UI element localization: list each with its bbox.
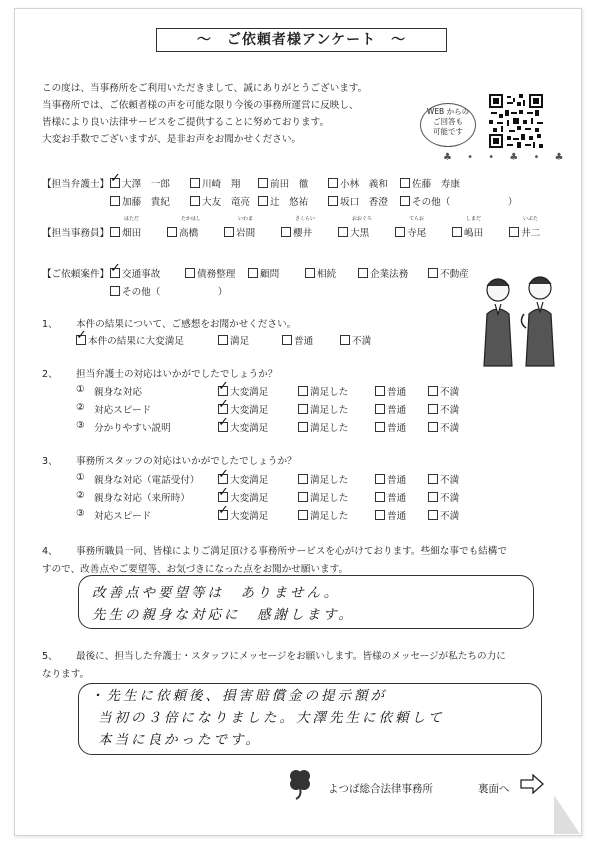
staff-option[interactable]: [224, 225, 255, 239]
q2-scale-option[interactable]: [375, 402, 406, 416]
q3-scale-option[interactable]: [218, 472, 268, 486]
lawyer-option-label: 川崎 翔: [202, 179, 241, 190]
checkbox[interactable]: [218, 386, 228, 396]
staff-option-label: 高橋: [179, 228, 199, 239]
checkbox[interactable]: [218, 335, 228, 345]
checkbox[interactable]: [428, 492, 438, 502]
firm-name: よつば総合法律事務所: [328, 783, 433, 795]
lawyers-label: 【担当弁護士】: [42, 179, 110, 190]
checkbox[interactable]: [185, 268, 195, 278]
checkbox[interactable]: [110, 286, 120, 296]
staff-ruby: さくらい: [295, 216, 316, 222]
case-option-label: 顧問: [260, 269, 280, 280]
q2-item-label: 親身な対応: [94, 387, 142, 398]
q1-option[interactable]: [218, 333, 249, 347]
checkbox[interactable]: [248, 268, 258, 278]
q2-scale-option[interactable]: [218, 420, 268, 434]
checkbox[interactable]: [224, 227, 234, 237]
checkbox[interactable]: [428, 404, 438, 414]
lawyer-option-label: 前田 徹: [270, 179, 309, 190]
q2-item-number: ②: [76, 402, 85, 413]
qr-code-icon[interactable]: [489, 94, 543, 148]
checkbox[interactable]: [218, 510, 228, 520]
checkbox[interactable]: [375, 510, 385, 520]
lawyer-option-label: 大澤 一郎: [122, 179, 170, 190]
q2-scale-option-label: 満足した: [310, 387, 349, 398]
q3-item-label: 対応スピード: [94, 511, 152, 522]
checkbox[interactable]: [110, 227, 120, 237]
case-option[interactable]: [428, 266, 469, 280]
q3-scale-option-label: 満足した: [310, 493, 349, 504]
back-page-label: 裏面へ: [478, 783, 510, 795]
checkbox[interactable]: [167, 227, 177, 237]
q3-scale-option-label: 大変満足: [230, 475, 269, 486]
checkbox[interactable]: [298, 386, 308, 396]
q2-scale-option[interactable]: [218, 384, 268, 398]
lawyer-option-label: 佐藤 寿康: [412, 179, 460, 190]
q3-item-number: ②: [76, 490, 85, 501]
staff-ruby: いわま: [238, 216, 254, 222]
q2-scale-option-label: 普通: [387, 405, 407, 416]
checkbox[interactable]: [375, 404, 385, 414]
checkbox[interactable]: [428, 268, 438, 278]
q2-item-label: 分かりやすい説明: [94, 423, 171, 434]
cases-label: 【ご依頼案件】: [42, 269, 110, 280]
q2-scale-option-label: 大変満足: [230, 387, 269, 398]
q4-text-line: すので、改善点やご要望等、お気づきになった点をお聞かせ願います。: [42, 564, 349, 575]
checkbox[interactable]: [258, 196, 268, 206]
staff-option-label: 寺尾: [407, 228, 427, 239]
q3-scale-option-label: 不満: [440, 511, 460, 522]
checkbox[interactable]: [375, 386, 385, 396]
q2-scale-option[interactable]: [428, 420, 459, 434]
checkbox[interactable]: [281, 227, 291, 237]
staff-option-label: 岩間: [236, 228, 256, 239]
q2-item-number: ③: [76, 420, 85, 431]
checkbox[interactable]: [298, 404, 308, 414]
q2-scale-option-label: 普通: [387, 423, 407, 434]
checkbox[interactable]: [328, 178, 338, 188]
case-option[interactable]: [248, 266, 279, 280]
staff-option[interactable]: [167, 225, 198, 239]
q3-scale-option[interactable]: [298, 490, 348, 504]
intro-line: 当事務所では、ご依頼者様の声を可能な限り今後の事務所運営に反映し、: [42, 100, 359, 111]
q1-option-label: 普通: [294, 336, 314, 347]
lawyer-option[interactable]: [110, 176, 170, 190]
staff-option-label: 畑田: [122, 228, 142, 239]
q3-item-label: 親身な対応（電話受付）: [94, 475, 200, 486]
q3-text: 事務所スタッフの対応はいかがでしたでしょうか？: [76, 456, 297, 467]
staff-label: 【担当事務員】: [42, 228, 110, 239]
lawyer-option-label: 加藤 貴紀: [122, 197, 170, 208]
staff-option[interactable]: [281, 225, 312, 239]
lawyer-option[interactable]: [328, 194, 388, 208]
q1-number: 1、: [42, 319, 58, 330]
lawyer-option[interactable]: [258, 194, 308, 208]
checkbox[interactable]: [358, 268, 368, 278]
q4-answer-line: 改善点や要望等は ありません。: [92, 585, 341, 601]
q3-item-number: ③: [76, 508, 85, 519]
q3-scale-option-label: 不満: [440, 493, 460, 504]
case-option-label: 相続: [317, 269, 337, 280]
staff-ruby: いぶた: [523, 216, 539, 222]
q2-scale-option-label: 大変満足: [230, 423, 269, 434]
checkbox[interactable]: [298, 492, 308, 502]
checkbox[interactable]: [375, 474, 385, 484]
q5-answer-line: ・先生に依頼後、損害賠償金の提示額が: [90, 688, 387, 704]
staff-option[interactable]: [338, 225, 369, 239]
q2-scale-option-label: 普通: [387, 387, 407, 398]
lawyer-option[interactable]: [190, 194, 250, 208]
lawyer-option-label: 大友 竜亮: [202, 197, 250, 208]
q2-scale-option-label: 満足した: [310, 423, 349, 434]
case-option[interactable]: [110, 284, 228, 298]
case-option-label: 交通事故: [122, 269, 161, 280]
case-option-label: 不動産: [440, 269, 469, 280]
checkbox[interactable]: [338, 227, 348, 237]
checkbox[interactable]: [298, 510, 308, 520]
q2-item-label: 対応スピード: [94, 405, 152, 416]
q2-item-number: ①: [76, 384, 85, 395]
q4-number: 4、: [42, 546, 58, 557]
q3-scale-option[interactable]: [298, 508, 348, 522]
q2-scale-option-label: 満足した: [310, 405, 349, 416]
lawyer-option-label: 辻 悠祐: [270, 197, 309, 208]
q3-scale-option[interactable]: [428, 490, 459, 504]
staff-option[interactable]: [110, 225, 141, 239]
q3-scale-option-label: 大変満足: [230, 493, 269, 504]
staff-ruby: しまだ: [466, 216, 482, 222]
intro-line: 皆様により良い法律サービスをご提供することに努めております。: [42, 117, 330, 128]
q3-scale-option[interactable]: [375, 490, 406, 504]
checkbox[interactable]: [395, 227, 405, 237]
checkbox[interactable]: [400, 178, 410, 188]
q4-text-line: 事務所職員一同、皆様によりご満足頂ける事務所サービスを心がけております。些細な事でも結構で: [76, 546, 507, 557]
q5-text-line: 最後に、担当した弁護士・スタッフにメッセージをお願いします。皆様のメッセージが私たちの力に: [76, 651, 506, 662]
q2-scale-option-label: 大変満足: [230, 405, 269, 416]
staff-ruby: てらお: [409, 216, 425, 222]
checkbox[interactable]: [305, 268, 315, 278]
q3-scale-option-label: 満足した: [310, 511, 349, 522]
case-option-label: 企業法務: [370, 269, 409, 280]
q2-scale-option[interactable]: [428, 402, 459, 416]
staff-option-label: 大黒: [350, 228, 370, 239]
q5-answer-line: 本当に良かったです。: [98, 732, 262, 748]
checkbox[interactable]: [452, 227, 462, 237]
q1-option[interactable]: [76, 333, 184, 347]
q3-scale-option-label: 不満: [440, 475, 460, 486]
q3-scale-option-label: 大変満足: [230, 511, 269, 522]
q2-scale-option[interactable]: [298, 402, 348, 416]
case-option-label: 債務整理: [197, 269, 236, 280]
case-option[interactable]: [185, 266, 235, 280]
intro-text: [42, 80, 367, 148]
q2-scale-option[interactable]: [375, 420, 406, 434]
q3-scale-option[interactable]: [218, 508, 268, 522]
checkbox[interactable]: [428, 422, 438, 432]
staff-ruby: たかはし: [181, 216, 202, 222]
checkbox[interactable]: [428, 510, 438, 520]
q1-text: 本件の結果について、ご感想をお聞かせください。: [76, 319, 297, 330]
q2-text: 担当弁護士の対応はいかがでしたでしょうか？: [76, 369, 278, 380]
q3-number: 3、: [42, 456, 58, 467]
staff-ruby: はただ: [124, 216, 140, 222]
checkbox[interactable]: [190, 196, 200, 206]
arrow-right-icon[interactable]: [520, 774, 544, 794]
q2-scale-option[interactable]: [218, 402, 268, 416]
checkbox[interactable]: [258, 178, 268, 188]
checkbox[interactable]: [282, 335, 292, 345]
staff-ruby: おおぐろ: [352, 216, 373, 222]
q3-scale-option-label: 普通: [387, 511, 407, 522]
q3-item-label: 親身な対応（来所時）: [94, 493, 190, 504]
checkbox[interactable]: [218, 422, 228, 432]
lawyer-option-label: 小林 義和: [340, 179, 388, 190]
checkbox[interactable]: [110, 178, 120, 188]
checkbox[interactable]: [218, 492, 228, 502]
q2-scale-option[interactable]: [298, 384, 348, 398]
checkbox[interactable]: [218, 474, 228, 484]
q4-answer-line: 先生の親身な対応に 感謝します。: [92, 607, 355, 623]
q3-scale-option[interactable]: [375, 508, 406, 522]
q3-scale-option[interactable]: [298, 472, 348, 486]
page-curl: [554, 795, 580, 834]
q2-scale-option-label: 不満: [440, 387, 460, 398]
staff-option-label: 井二: [521, 228, 541, 239]
checkbox[interactable]: [400, 196, 410, 206]
checkbox[interactable]: [428, 386, 438, 396]
checkbox[interactable]: [218, 404, 228, 414]
q3-scale-option-label: 普通: [387, 475, 407, 486]
lawyer-option-label: 坂口 香澄: [340, 197, 388, 208]
case-option[interactable]: [305, 266, 336, 280]
q2-scale-option-label: 不満: [440, 405, 460, 416]
case-option[interactable]: [110, 266, 160, 280]
survey-title: ～ ご依頼者様アンケート ～: [156, 28, 447, 52]
lawyer-option[interactable]: [328, 176, 388, 190]
q3-scale-option-label: 普通: [387, 493, 407, 504]
checkbox[interactable]: [509, 227, 519, 237]
q5-answer-line: 当初の３倍になりました。大澤先生に依頼して: [98, 710, 445, 726]
intro-line: 大変お手数でございますが、是非お声をお聞かせください。: [42, 134, 302, 145]
staff-option[interactable]: [452, 225, 483, 239]
q5-number: 5、: [42, 651, 58, 662]
lawyer-option[interactable]: [400, 176, 460, 190]
checkbox[interactable]: [110, 196, 120, 206]
checkbox[interactable]: [298, 422, 308, 432]
q1-option[interactable]: [340, 333, 371, 347]
q3-scale-option[interactable]: [428, 508, 459, 522]
lawyer-option[interactable]: [258, 176, 308, 190]
checkbox[interactable]: [428, 474, 438, 484]
lawyer-option[interactable]: [400, 194, 518, 208]
intro-line: この度は、当事務所をご利用いただきまして、誠にありがとうございます。: [42, 83, 368, 94]
checkbox[interactable]: [190, 178, 200, 188]
q3-scale-option[interactable]: [375, 472, 406, 486]
lawyer-option[interactable]: [190, 176, 240, 190]
staff-option-label: 櫻井: [293, 228, 313, 239]
q2-scale-option[interactable]: [375, 384, 406, 398]
checkbox[interactable]: [110, 268, 120, 278]
q1-option[interactable]: [282, 333, 313, 347]
case-option-label: その他（ ）: [122, 287, 228, 298]
checkbox[interactable]: [76, 335, 86, 345]
staff-option-label: 嶋田: [464, 228, 484, 239]
staff-option[interactable]: [395, 225, 426, 239]
q2-scale-option[interactable]: [428, 384, 459, 398]
q2-scale-option-label: 不満: [440, 423, 460, 434]
q3-scale-option[interactable]: [428, 472, 459, 486]
staff-option[interactable]: [509, 225, 540, 239]
checkbox[interactable]: [328, 196, 338, 206]
q1-option-label: 不満: [352, 336, 372, 347]
checkbox[interactable]: [340, 335, 350, 345]
clover-logo-icon: [282, 764, 318, 800]
q1-option-label: 満足: [230, 336, 250, 347]
q5-text-line: なります。: [42, 669, 90, 680]
q3-scale-option[interactable]: [218, 490, 268, 504]
checkbox[interactable]: [298, 474, 308, 484]
decorative-clover-dots: ♣ • • ♣ • ♣: [443, 152, 570, 163]
q1-option-label: 本件の結果に大変満足: [88, 336, 184, 347]
q3-scale-option-label: 満足した: [310, 475, 349, 486]
lawyer-option-label: その他（ ）: [412, 197, 518, 208]
lawyer-option[interactable]: [110, 194, 170, 208]
case-option[interactable]: [358, 266, 408, 280]
q2-number: 2、: [42, 369, 58, 380]
lawyers-illustration: [470, 268, 570, 368]
checkbox[interactable]: [375, 492, 385, 502]
q3-item-number: ①: [76, 472, 85, 483]
checkbox[interactable]: [375, 422, 385, 432]
q2-scale-option[interactable]: [298, 420, 348, 434]
web-answer-bubble: WEB からの ご回答も 可能です: [420, 103, 476, 147]
